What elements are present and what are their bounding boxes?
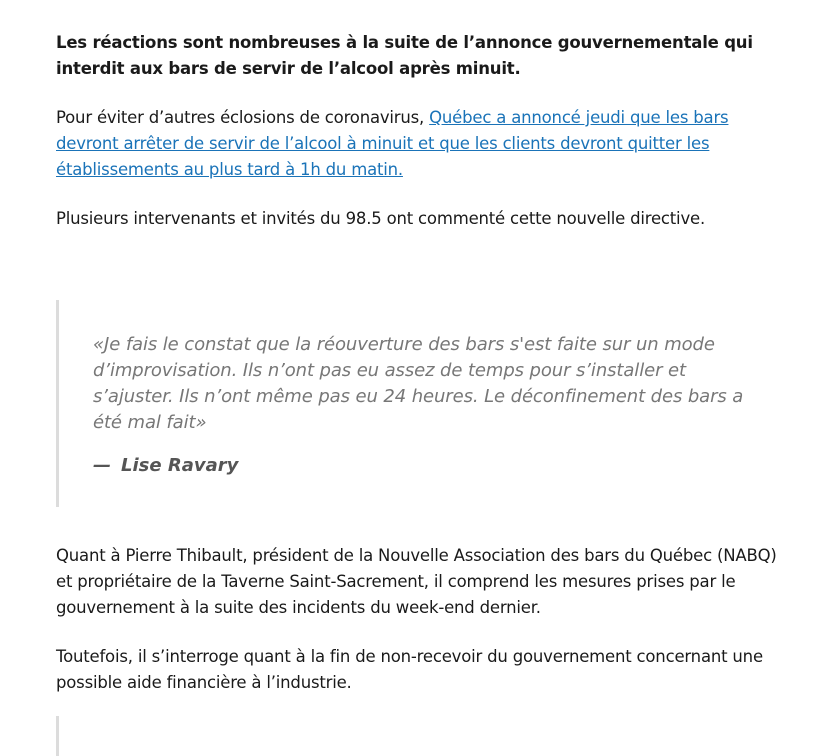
quote-author: Lise Ravary — [121, 455, 239, 476]
pull-quote — [56, 300, 773, 507]
article-paragraph: Quant à Pierre Thibault, président de la Nouvelle Association des bars du Québec (NABQ) et propriétaire de la Taverne Saint-Sacrement, il comprend les mesures prises par le gouvernement à la suite des incidents du week-end dernier. — [56, 546, 777, 617]
next-quote-border — [56, 716, 59, 756]
article-paragraph: Plusieurs intervenants et invités du 98.5 ont commenté cette nouvelle directive. — [56, 209, 706, 228]
attribution-dash: — — [93, 455, 111, 476]
article-lead: Les réactions sont nombreuses à la suite de l’annonce gouvernementale qui interdit aux bars de servir de l’alcool après minuit. — [56, 33, 753, 78]
article-paragraph — [56, 105, 786, 183]
quote-attribution — [93, 453, 753, 479]
paragraph-text: Pour éviter d’autres éclosions de coronavirus, — [56, 108, 430, 127]
announcement-link[interactable]: Québec a annoncé jeudi que les bars devront arrêter de servir de l’alcool à minuit et que les clients devront quitter les établissements au plus tard à 1h du matin. — [56, 108, 729, 179]
article-paragraph: Toutefois, il s’interroge quant à la fin de non-recevoir du gouvernement concernant une possible aide financière à l’industrie. — [56, 647, 763, 692]
quote-text: «Je fais le constat que la réouverture des bars s'est faite sur un mode d’improvisation. Ils n’ont pas eu assez de temps pour s’installer et s’ajuster. Ils n’ont même pas eu 24 heures. Le déconfinement des bars a été mal fait» — [93, 334, 744, 433]
article-body — [56, 30, 786, 719]
